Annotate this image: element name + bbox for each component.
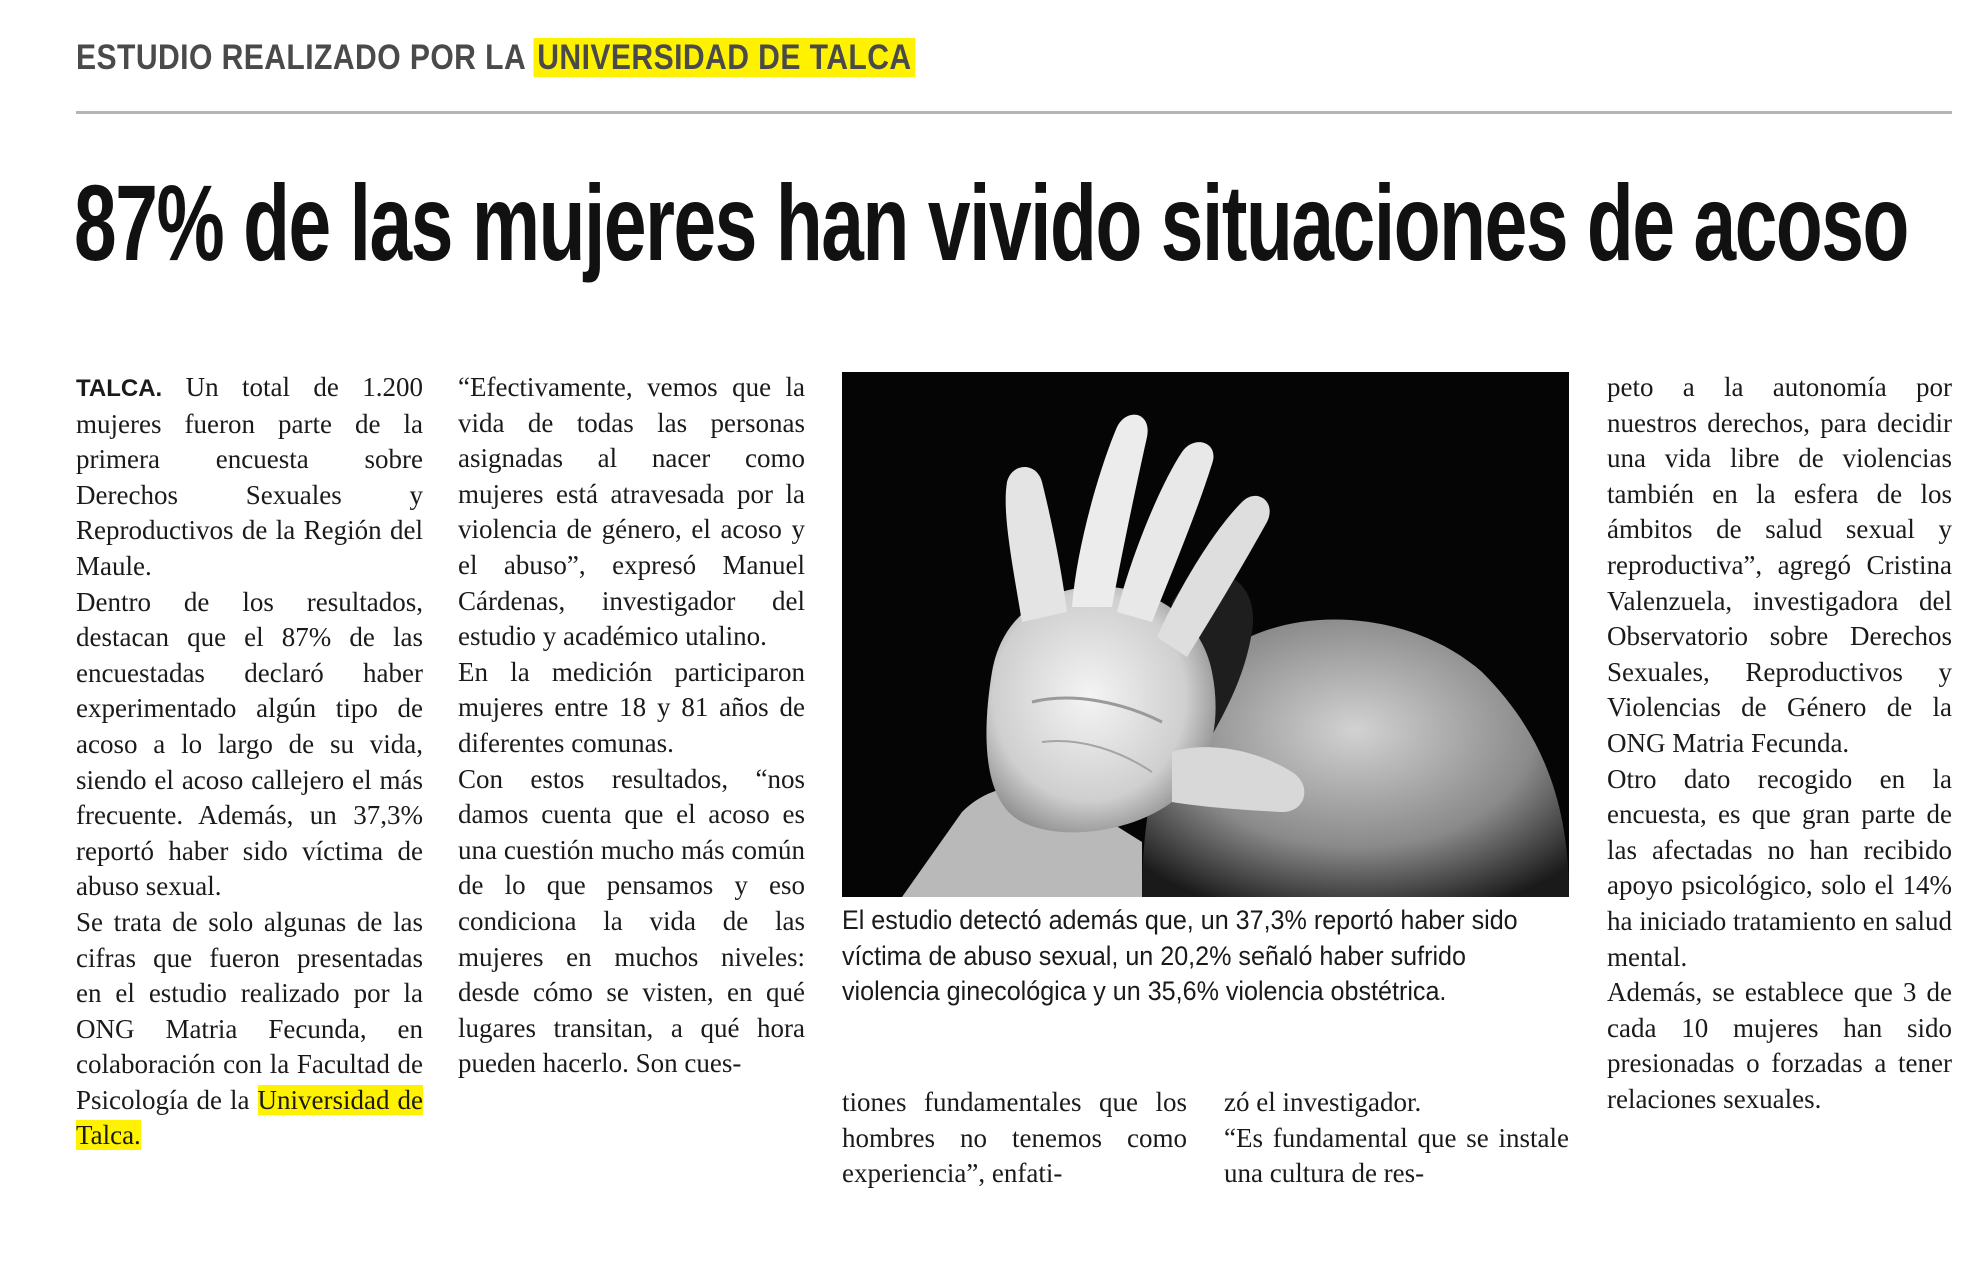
col3-paragraph-1: tiones fundamentales que los hombres no tenemos como experiencia”, enfati- [842,1087,1187,1189]
col2-paragraph-1: “Efectivamente, vemos que la vida de todas las personas asignadas al nacer como mujeres está atravesada por la violencia de género, el acoso y el abuso”, expresó Manuel Cárdenas, investigador del estudio y académico utalino. [458,372,805,652]
dateline: TALCA. [76,375,163,402]
col2-paragraph-2: En la medición participaron mujeres entre 18 y 81 años de diferentes comunas. [458,656,805,758]
col5-paragraph-1: peto a la autonomía por nuestros derechos, para decidir una vida libre de violencias también en la esfera de los ámbitos de salud sexual y reproductiva”, agregó Cristina Valenzuela, investigadora del Observatorio sobre Derechos Sexuales, Reproductivos y Violencias de Género de la ONG Matria Fecunda. [1607,372,1952,758]
col1-paragraph-1 [76,370,423,585]
column-1 [76,370,423,1154]
article-photo [842,372,1569,897]
col5-paragraph-3: Además, se establece que 3 de cada 10 mujeres han sido presionadas o forzadas a tener relaciones sexuales. [1607,977,1952,1114]
raised-hand-photo-icon [842,372,1569,897]
col4-paragraph-1: zó el investigador. [1224,1087,1422,1117]
kicker-prefix: ESTUDIO REALIZADO POR LA [76,38,526,77]
col1-text-3: Se trata de solo algunas de las cifras que fueron presentadas en el estudio realizado por la ONG Matria Fecunda, en colaboración con la Facultad de Psicología de la [76,906,423,1115]
kicker-highlight: UNIVERSIDAD DE TALCA [534,38,915,77]
column-5 [1607,370,1952,1117]
header-rule [76,111,1952,114]
university-highlight: Universidad de Talca. [76,1084,424,1151]
section-kicker [76,38,915,78]
col1-paragraph-3 [76,905,423,1154]
col4-paragraph-2: “Es fundamental que se instale una cultura de res- [1224,1122,1569,1189]
photo-caption: El estudio detectó además que, un 37,3% reportó haber sido víctima de abuso sexual, un 20,2% señaló haber sufrido violencia ginecológica y un 35,6% violencia obstétrica. [842,905,1518,1006]
headline: 87% de las mujeres han vivido situaciones de acoso [74,162,1908,283]
col1-text-1: Un total de 1.200 mujeres fueron parte de la primera encuesta sobre Derechos Sexuales y Reproductivos de la Región del Maule. [76,372,423,581]
col2-paragraph-3: Con estos resultados, “nos damos cuenta que el acoso es una cuestión mucho más común de lo que pensamos y eso condiciona la vida de las mujeres en muchos niveles: desde cómo se visten, en qué lugares transitan, a qué hora pueden hacerlo. Son cues- [458,763,805,1079]
column-4 [1224,1085,1569,1192]
col1-paragraph-2: Dentro de los resultados, destacan que el 87% de las encuestadas declaró haber experimentado algún tipo de acoso a lo largo de su vida, siendo el acoso callejero el más frecuente. Además, un 37,3% reportó haber sido víctima de abuso sexual. [76,586,423,902]
column-3 [842,1085,1187,1192]
column-2 [458,370,805,1082]
col5-paragraph-2: Otro dato recogido en la encuesta, es que gran parte de las afectadas no han recibido apoyo psicológico, solo el 14% ha iniciado tratamiento en salud mental. [1607,763,1952,972]
